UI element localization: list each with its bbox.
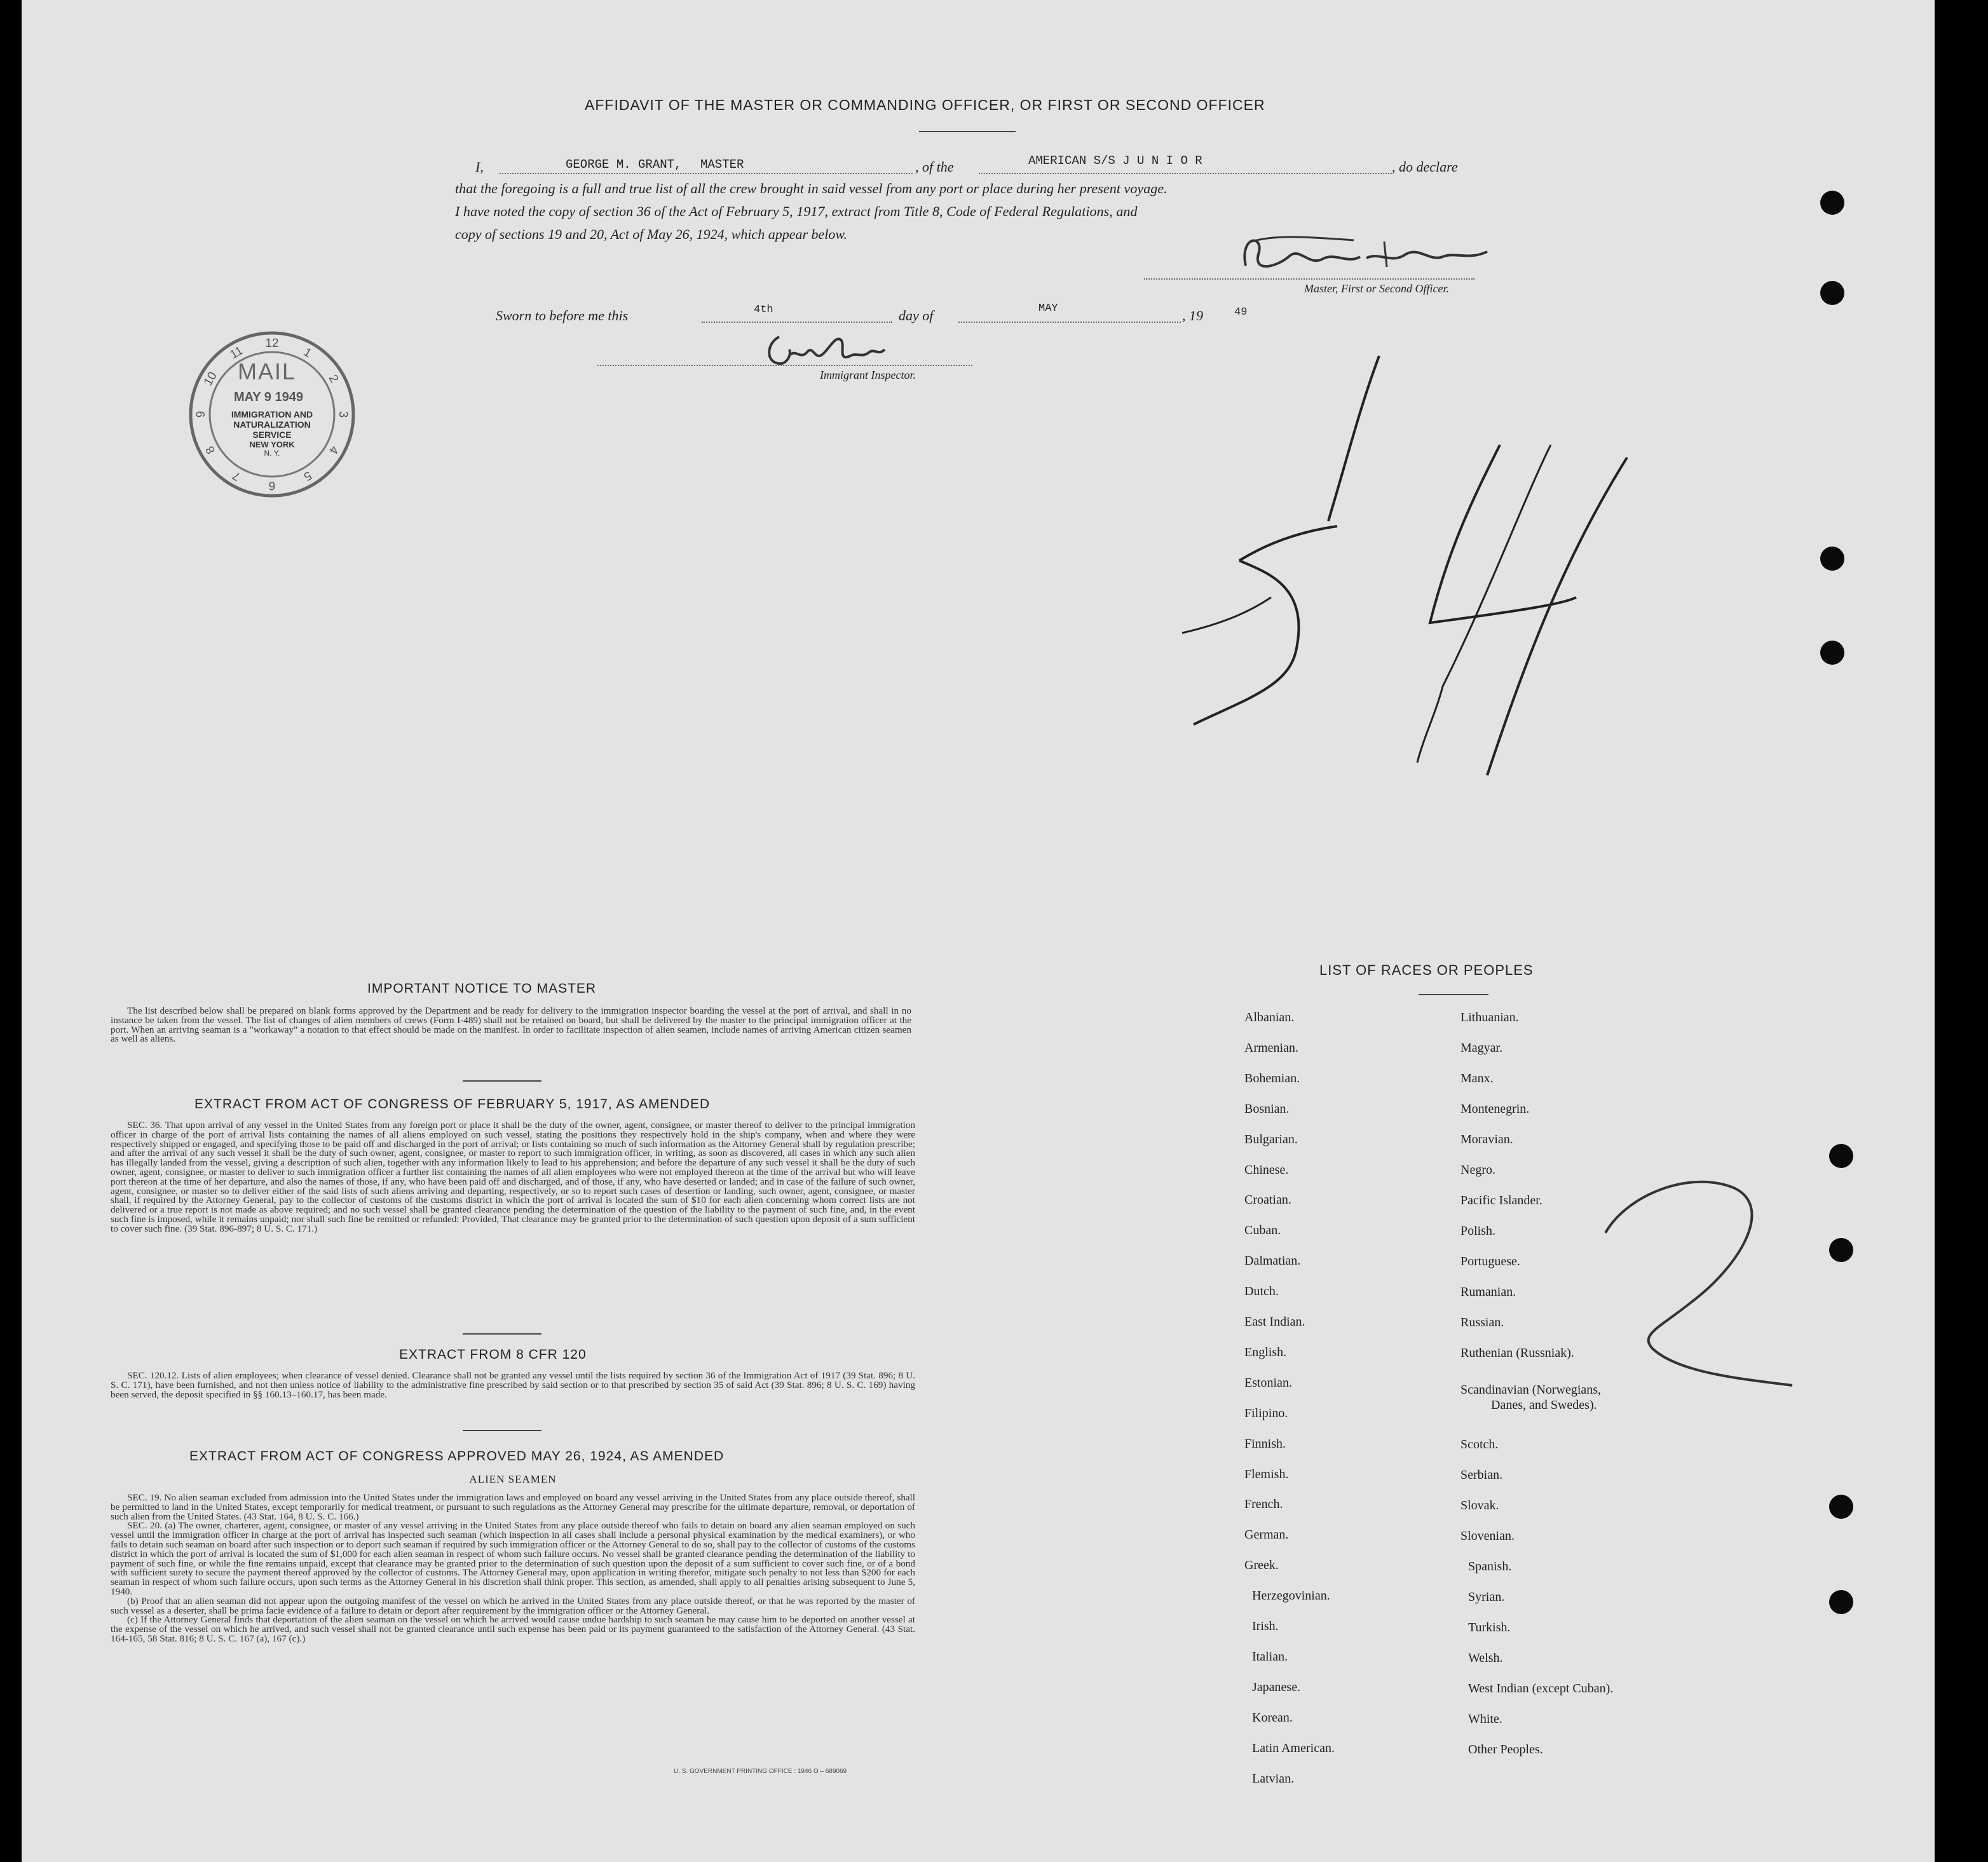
punch-hole <box>1820 547 1844 571</box>
race-item: Serbian. <box>1460 1468 1503 1482</box>
race-item: Turkish. <box>1468 1621 1511 1634</box>
stamp-hour: 8 <box>203 443 219 456</box>
handwritten-number <box>1169 330 1805 839</box>
race-item: French. <box>1244 1497 1283 1512</box>
stamp-line-1: IMMIGRATION AND <box>231 409 313 419</box>
race-item: Polish. <box>1460 1224 1496 1238</box>
sec-19-text: SEC. 19. No alien seaman excluded from admission into the United States under the immigration laws and employed on board any vessel arriving in the United States from any place outside thereof, shall be permitted to land in the United States, except temporarily for medical treatment, or pursuant to such regulations as the Attorney General may prescribe for the ultimate departure, removal, or deportation of such alien from the United States. (43 Stat. 164, 8 U. S. C. 166.) <box>111 1492 915 1522</box>
race-item: Latvian. <box>1252 1771 1295 1786</box>
stamp-hour: 11 <box>228 344 246 362</box>
race-item: Lithuanian. <box>1460 1010 1519 1024</box>
stamp-hour: 5 <box>301 468 314 484</box>
printing-office-footer: U. S. GOVERNMENT PRINTING OFFICE : 1946 O – 689069 <box>674 1768 847 1775</box>
punch-hole <box>1829 1144 1853 1168</box>
race-item: Syrian. <box>1468 1590 1505 1604</box>
notice-body <box>111 1007 911 1044</box>
race-item: Japanese. <box>1252 1680 1301 1694</box>
stamp-hour: 4 <box>325 443 341 456</box>
extract-cfr-text: SEC. 120.12. Lists of alien employees; when clearance of vessel denied. Clearance shall not be granted any vessel until the lists required by section 36 of the Immigration Act of 1917 (39 Stat. 896; 8 U. S. C. 171), have been furnished, and not then unless notice of liability to the administrative fine prescribed by said section or to that prescribed by section 35 of said Act (39 Stat. 896; 8 U. S. C. 169) having been served, the deposit specified in §§ 160.13–160.17, has been made. <box>111 1370 915 1400</box>
extract-1917-text: SEC. 36. That upon arrival of any vessel in the United States from any foreign port or place it shall be the duty of the owner, agent, consignee, or master thereof to deliver to the principal immigration officer in charge of the port of arrival lists containing the names of all aliens employed on such vessel, stating the positions they respectively hold in the ship's company, when and where they were respectively shipped or engaged, and specifying those to be paid off and discharged in the port of arrival; or lists containing so much of such information as the Attorney General shall by regulation prescribe; and after the arrival of any such vessel it shall be the duty of such owner, agent, consignee, or master to report to such immigration officer, in writing, as soon as discovered, all cases in which any such alien has illegally landed from the vessel, giving a description of such alien, together with any information likely to lead to his apprehension; and before the departure of any such vessel it shall be the duty of such owner, agent, consignee, or master to deliver to such immigration officer a further list containing the names of all alien employees who were not employed thereon at the time of the arrival but who will leave port thereon at the time of her departure, and also the names of those, if any, who have been paid off and discharged, and of those, if any, who have deserted or landed; and in case of the failure of such owner, agent, consignee, or master so to deliver either of the said lists of such aliens arriving and departing, respectively, or so to report such cases of desertion or landing, such owner, agent, consignee, or master shall, if required by the Attorney General, pay to the collector of customs of the customs district in which the port of arrival is located the sum of $10 for each alien concerning whom correct lists are not delivered or a true report is not made as above required; and no such vessel shall be granted clearance pending the determination of the question of the liability to the payment of such fine, and, in the event such fine is imposed, while it remains unpaid; nor shall such fine be remitted or refunded: Provided, That clearance may be granted prior to the determination of such question upon deposit of a sum sufficient to cover such fine. (39 Stat. 896-897; 8 U. S. C. 171.) <box>111 1120 915 1234</box>
race-item: Bulgarian. <box>1244 1132 1298 1146</box>
signature-line <box>1144 278 1474 280</box>
extract-cfr-rule <box>463 1430 541 1431</box>
sworn-day-line <box>702 322 892 323</box>
affidavit-line-4: copy of sections 19 and 20, Act of May 26, 1924, which appear below. <box>455 226 847 242</box>
sec-20c-text: (c) If the Attorney General finds that deportation of the alien seaman on the vessel on which he arrived would cause undue hardship to such seaman he may cause him to be deported on another vessel at the expense of the vessel on which he arrived, and such vessel shall not be granted clearance until such expense has been paid or its payment guaranteed to the satisfaction of the Attorney General. (43 Stat. 164-165, 58 Stat. 816; 8 U. S. C. 167 (a), 167 (c).) <box>111 1614 915 1644</box>
races-rule <box>1419 994 1488 995</box>
stamp-hour: 7 <box>230 468 243 484</box>
punch-hole <box>1820 641 1844 665</box>
sworn-year: 49 <box>1234 306 1248 318</box>
race-item: East Indian. <box>1244 1315 1305 1329</box>
race-item: Flemish. <box>1244 1467 1289 1481</box>
stamp-line-5: N. Y. <box>264 449 280 458</box>
race-item: Manx. <box>1460 1071 1494 1085</box>
race-item: Magyar. <box>1460 1041 1503 1055</box>
race-item: Albanian. <box>1244 1010 1295 1024</box>
race-item: Welsh. <box>1468 1651 1503 1665</box>
race-item: Russian. <box>1460 1315 1504 1329</box>
race-item: Bohemian. <box>1244 1071 1300 1085</box>
do-declare-label: , do declare <box>1392 159 1458 175</box>
punch-hole <box>1820 281 1844 305</box>
race-item: White. <box>1468 1712 1502 1726</box>
race-item: Pacific Islander. <box>1460 1193 1542 1207</box>
day-of-label: day of <box>899 308 934 323</box>
race-item: Slovak. <box>1460 1498 1499 1512</box>
sec-20a-text: SEC. 20. (a) The owner, charterer, agent, consignee, or master of any vessel arriving in the United States from any place outside thereof who fails to detain on board any alien seaman employed on such vessel until the immigration officer in charge at the port of arrival has inspected such seaman (which inspection in all cases shall include a personal physical examination by the medical examiners), or who fails to detain such seaman on board after such inspection or to deport such seaman if required by such immigration officer or the Attorney General to do so, shall pay to the collector of customs of the customs district in which the port of arrival is located the sum of $1,000 for each alien seaman in respect of whom such failure occurs. No vessel shall be granted clearance pending the determination of the liability to payment of such fine, or while the fine remains unpaid, except that clearance may be granted prior to the determination of such question upon the deposit of a sum sufficient to cover such fine, or of a bond with sufficient surety to secure the payment thereof approved by the collector of customs. The Attorney General may, upon application in writing therefor, mitigate such penalty to not less than $200 for each seaman in respect of whom such failure occurs, upon such terms as the Attorney General in his discretion shall think proper. This section, as amended, shall apply to all penalties arising subsequent to June 5, 1940. <box>111 1520 915 1597</box>
extract-1917-title: EXTRACT FROM ACT OF CONGRESS OF FEBRUARY 5, 1917, AS AMENDED <box>194 1097 711 1111</box>
race-item: Scandinavian (Norwegians, <box>1460 1383 1602 1397</box>
race-item: German. <box>1244 1528 1289 1542</box>
race-item: Moravian. <box>1460 1132 1513 1146</box>
punch-hole <box>1820 191 1844 215</box>
extract-1924-body <box>111 1493 915 1644</box>
race-item: Bosnian. <box>1244 1101 1290 1116</box>
sworn-month: MAY <box>1038 302 1058 315</box>
stamp-line-4: NEW YORK <box>249 440 295 449</box>
extract-1917-body <box>111 1121 915 1234</box>
race-item: Negro. <box>1460 1163 1495 1177</box>
punch-hole <box>1829 1590 1853 1614</box>
notice-text: The list described below shall be prepared on blank forms approved by the Department and be ready for delivery to the immigration inspector boarding the vessel at the port of arrival, and shall in no instance be taken from the vessel. The list of changes of alien members of crews (Form I-489) shall not be retained on board, but shall be delivered by the master to the principal immigration officer at the port. When an arriving seaman is a "workaway" a notation to that effect should be made on the manifest. In order to facilitate inspection of alien seamen, include names of arriving American citizen seamen as well as aliens. <box>111 1005 911 1045</box>
punch-hole <box>1829 1238 1853 1262</box>
race-item: Portuguese. <box>1460 1254 1520 1268</box>
affidavit-i-label: I, <box>475 159 484 175</box>
race-item: Dutch. <box>1244 1284 1279 1299</box>
year-prefix: , 19 <box>1182 308 1203 323</box>
race-item: Finnish. <box>1244 1436 1286 1451</box>
signature-caption: Master, First or Second Officer. <box>1304 282 1449 295</box>
race-item: Filipino. <box>1244 1406 1288 1420</box>
race-item: Danes, and Swedes). <box>1491 1398 1597 1412</box>
vessel-name: AMERICAN S/S J U N I O R <box>1028 154 1202 168</box>
notice-rule <box>463 1080 541 1082</box>
sworn-month-line <box>958 322 1181 323</box>
stamp-mail: MAIL <box>238 358 297 384</box>
extract-1924-subtitle: ALIEN SEAMEN <box>469 1473 557 1485</box>
stamp-hour: 3 <box>336 411 350 418</box>
race-item: Scotch. <box>1460 1437 1499 1451</box>
stamp-line-2: NATURALIZATION <box>233 419 311 430</box>
extract-cfr-title: EXTRACT FROM 8 CFR 120 <box>399 1347 587 1362</box>
stamp-hour: 2 <box>325 372 341 386</box>
vessel-line <box>979 173 1392 174</box>
stamp-hour: 10 <box>201 369 220 388</box>
extract-1917-rule <box>463 1333 541 1335</box>
master-name: GEORGE M. GRANT, <box>566 158 682 172</box>
notice-title: IMPORTANT NOTICE TO MASTER <box>367 981 597 996</box>
title-rule <box>919 131 1016 132</box>
stamp-line-3: SERVICE <box>252 430 292 440</box>
master-rank: MASTER <box>700 158 744 172</box>
punch-hole <box>1829 1495 1853 1519</box>
handwritten-digit <box>1589 1169 1792 1385</box>
master-signature <box>1239 229 1506 280</box>
race-item: Ruthenian (Russniak). <box>1460 1346 1574 1360</box>
name-line <box>500 173 913 174</box>
race-item: Spanish. <box>1468 1560 1512 1573</box>
race-item: Slovenian. <box>1460 1529 1515 1543</box>
race-item: Italian. <box>1252 1649 1288 1664</box>
race-item: Other Peoples. <box>1468 1743 1543 1757</box>
race-item: English. <box>1244 1345 1287 1359</box>
race-item: Irish. <box>1252 1619 1279 1633</box>
stamp-hour: 6 <box>268 479 276 492</box>
sworn-prefix: Sworn to before me this <box>496 308 629 323</box>
race-item: Armenian. <box>1244 1040 1298 1055</box>
inspector-caption: Immigrant Inspector. <box>820 369 916 381</box>
race-item: West Indian (except Cuban). <box>1468 1682 1614 1696</box>
inspector-line <box>597 365 972 366</box>
race-item: Cuban. <box>1244 1223 1281 1238</box>
stamp-hour: 12 <box>265 337 279 350</box>
race-item: Estonian. <box>1244 1375 1292 1390</box>
of-the-label: , of the <box>915 159 954 175</box>
race-item: Herzegovinian. <box>1252 1589 1330 1603</box>
stamp-date: MAY 9 1949 <box>234 390 303 404</box>
affidavit-line-2: that the foregoing is a full and true list of all the crew brought in said vessel from any port or place during her present voyage. <box>455 180 1168 196</box>
race-item: Montenegrin. <box>1460 1102 1530 1116</box>
affidavit-title: AFFIDAVIT OF THE MASTER OR COMMANDING OFFICER, OR FIRST OR SECOND OFFICER <box>585 97 1265 113</box>
sworn-day: 4th <box>754 304 773 316</box>
races-title: LIST OF RACES OR PEOPLES <box>1319 962 1534 978</box>
race-item: Korean. <box>1252 1710 1293 1725</box>
race-item: Dalmatian. <box>1244 1254 1301 1268</box>
race-item: Greek. <box>1244 1558 1279 1573</box>
race-item: Rumanian. <box>1460 1285 1516 1299</box>
affidavit-line-3: I have noted the copy of section 36 of the Act of February 5, 1917, extract from Title 8, Code of Federal Regulations, and <box>455 203 1138 219</box>
sec-20b-text: (b) Proof that an alien seaman did not appear upon the outgoing manifest of the vessel on which he arrived in the United States from any place outside thereof, or that he was reported by the master of such vessel as a deserter, shall be prima facie evidence of a failure to detain or deport after requirement by the immigration officer or the Attorney General. <box>111 1595 915 1616</box>
stamp-hour: 9 <box>194 411 208 418</box>
race-item: Latin American. <box>1252 1741 1335 1755</box>
extract-cfr-body <box>111 1371 915 1399</box>
race-item: Chinese. <box>1244 1162 1289 1177</box>
stamp-hour: 1 <box>301 345 314 361</box>
race-item: Croatian. <box>1244 1193 1291 1207</box>
extract-1924-title: EXTRACT FROM ACT OF CONGRESS APPROVED MAY 26, 1924, AS AMENDED <box>189 1449 725 1464</box>
